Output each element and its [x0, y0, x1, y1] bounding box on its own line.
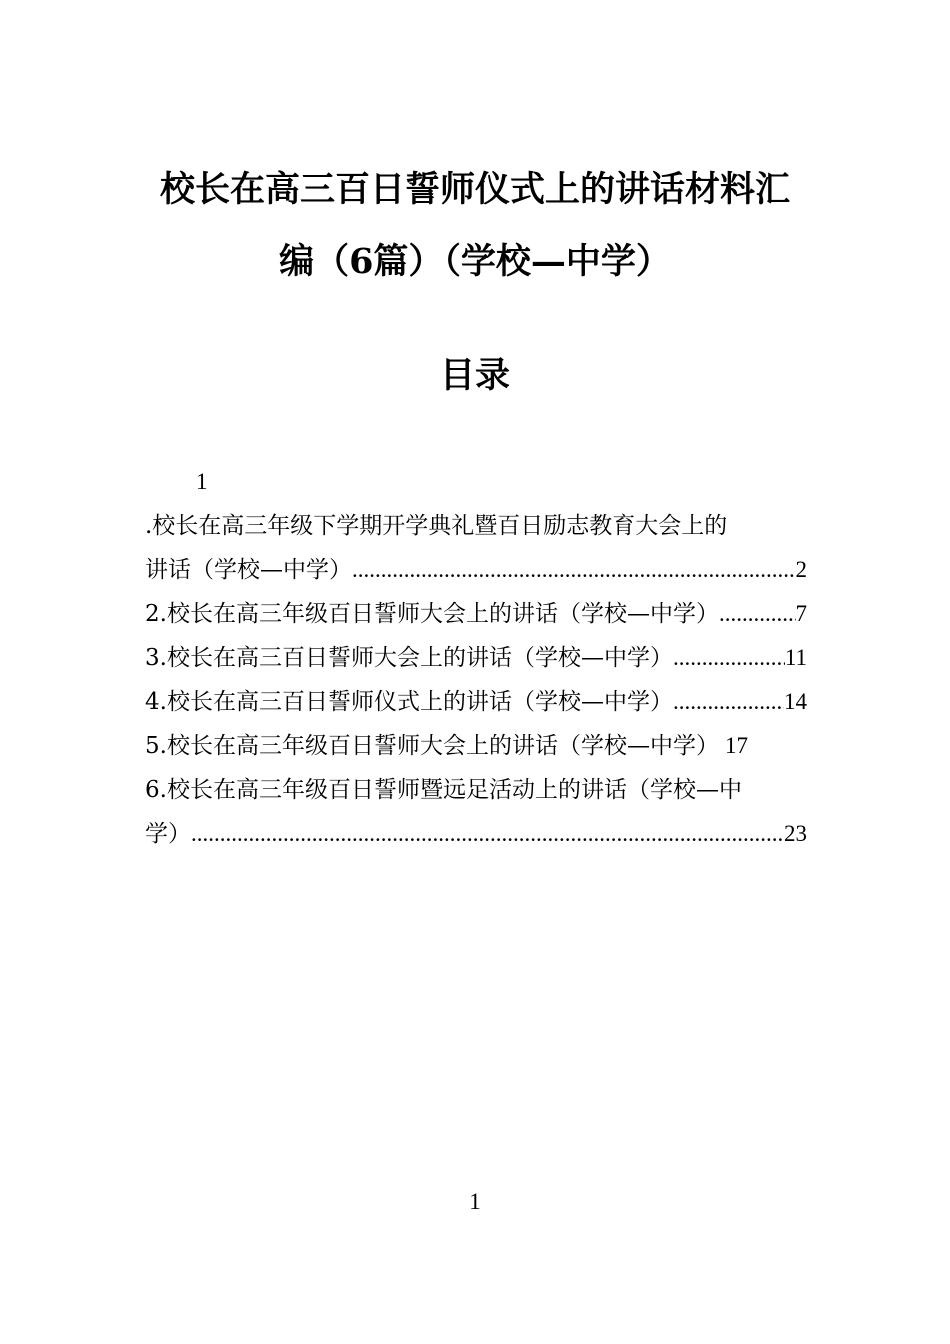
toc-entry-1-line-2[interactable]: [145, 548, 807, 592]
toc-entry-1-title-part-1: .校长在高三年级下学期开学典礼暨百日励志教育大会上的: [145, 513, 728, 539]
toc-entry-4-page: 14: [784, 689, 807, 714]
toc-entry-3[interactable]: [145, 636, 807, 680]
toc-entry-1-number[interactable]: 1: [196, 469, 208, 494]
toc-entry-5[interactable]: [145, 724, 807, 768]
toc-entry-6-leader: [191, 812, 784, 856]
toc-entry-3-leader: [673, 636, 785, 680]
toc-entry-2[interactable]: [145, 592, 807, 636]
toc-entry-6-title-part-1: 6.校长在高三年级百日誓师暨远足活动上的讲话（学校—中: [145, 777, 742, 803]
toc-entry-6-line-2[interactable]: [145, 812, 807, 856]
toc-entry-4-title: 4.校长在高三百日誓师仪式上的讲话（学校—中学）: [145, 689, 673, 715]
toc-entry-1-leader: [352, 548, 796, 592]
toc-entry-3-page: 11: [784, 645, 807, 670]
toc-entry-1-page: 2: [795, 557, 807, 582]
toc-entry-6-line-1[interactable]: [145, 768, 807, 812]
toc-entry-2-title: 2.校长在高三年级百日誓师大会上的讲话（学校—中学）: [145, 601, 719, 627]
toc-entry-2-page: 7: [795, 601, 807, 626]
toc-entry-4[interactable]: [145, 680, 807, 724]
document-title-line-1: 校长在高三百日誓师仪式上的讲话材料汇: [159, 169, 790, 210]
toc-entry-5-title: 5.校长在高三年级百日誓师大会上的讲话（学校—中学）: [145, 733, 719, 759]
toc-entry-4-leader: [673, 680, 784, 724]
document-title-line-2: 编（6篇）（学校—中学）: [279, 241, 671, 282]
toc-entry-5-page: 17: [724, 733, 748, 758]
toc-entry-1-title-part-2: 讲话（学校—中学）: [145, 557, 352, 583]
page-number: 1: [469, 1189, 481, 1214]
toc-entry-2-leader: [719, 592, 796, 636]
toc-entry-6-page: 23: [784, 821, 807, 846]
toc-entry-3-title: 3.校长在高三百日誓师大会上的讲话（学校—中学）: [145, 645, 673, 671]
toc-entry-1-line-1[interactable]: [145, 504, 807, 548]
toc-entry-6-title-part-2: 学）: [145, 821, 191, 847]
toc-heading: 目录: [439, 355, 510, 396]
table-of-contents: [145, 460, 807, 856]
